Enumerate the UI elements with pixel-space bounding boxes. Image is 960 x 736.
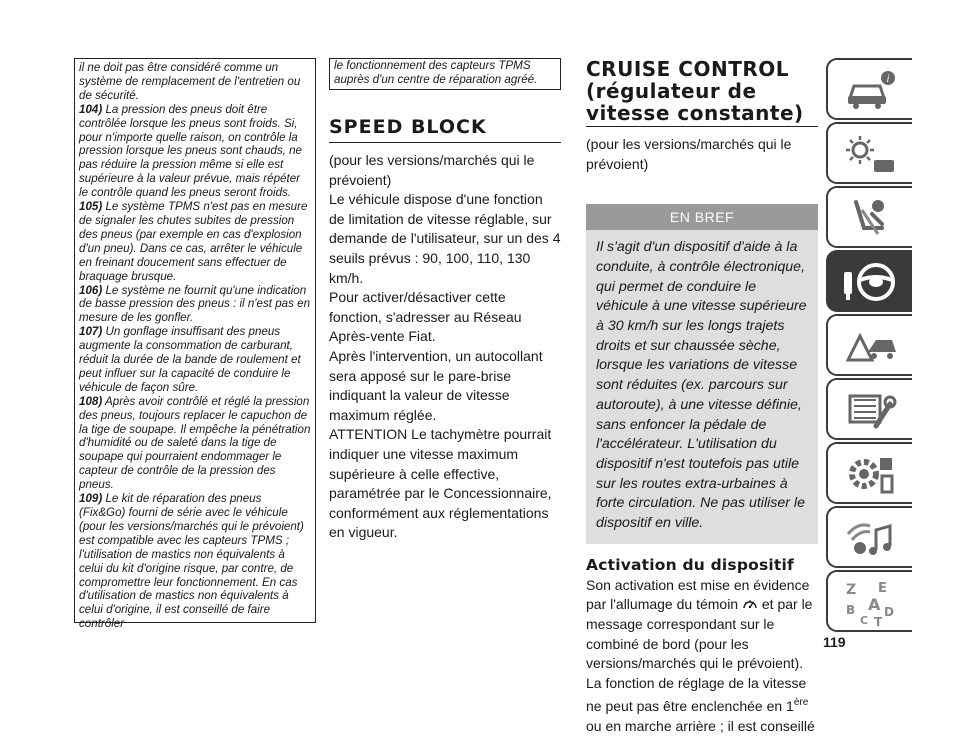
warning-number: 109) <box>79 492 103 506</box>
warning-number: 104) <box>79 102 103 116</box>
warning-text: Après avoir contrôlé et réglé la pression des pneus, toujours replacer le capuchon de la tige de soupape. Il empêche la pénétration d'humidité ou de saleté dans la tige de soupape qui pourraient endommager le capteur de contrôle de la pression des pneus. <box>79 394 311 492</box>
warning-continued-box <box>329 58 561 90</box>
dashboard-lights-icon <box>842 130 898 178</box>
speed-block-p1: (pour les versions/marchés qui le prévoient) <box>329 152 535 188</box>
activation-p1-end: et par le message correspondant sur le combiné de bord (pour les versions/marchés qui le prévoient). <box>586 596 813 672</box>
key-steering-wheel-icon <box>842 258 898 306</box>
warning-number: 107) <box>79 325 103 339</box>
warning-intro: il ne doit pas être considéré comme un système de remplacement de l'entretien ou de sécurité. <box>79 61 301 102</box>
tab-technical-data[interactable] <box>826 442 912 504</box>
activation-p2-end: ou en marche arrière ; il est conseillé <box>586 717 815 734</box>
svg-text:i: i <box>886 74 890 85</box>
technical-data-icon <box>842 450 898 498</box>
svg-text:D: D <box>884 605 894 619</box>
tab-breakdown[interactable] <box>826 314 912 376</box>
svg-text:T: T <box>874 615 883 629</box>
column-left <box>74 58 316 631</box>
activation-p1-start: Son activation est mise en évidence par l'allumage du témoin <box>586 576 810 613</box>
brief-title: EN BREF <box>586 204 818 230</box>
warning-item <box>79 103 311 200</box>
multimedia-icon <box>842 514 898 562</box>
index-letters-icon <box>842 578 898 629</box>
speed-block-p5: ATTENTION Le tachymètre pourrait indiquer une vitesse maximum supérieure à celle effective, paramétrée par le Concessionnaire, conformément aux réglementations en vigueur. <box>329 426 552 541</box>
speed-block-heading: SPEED BLOCK <box>329 116 561 143</box>
car-info-icon <box>842 66 898 114</box>
warning-item <box>79 284 311 326</box>
maintenance-wrench-icon <box>842 386 898 434</box>
speed-block-body <box>329 151 561 543</box>
svg-text:C: C <box>860 614 869 627</box>
warning-text: Un gonflage insuffisant des pneus augmente la consommation de carburant, réduit la durée de la bande de roulement et peut influer sur la capacité de conduire le véhicule de façon sûre. <box>79 325 301 394</box>
seat-airbag-icon <box>842 194 898 242</box>
activation-p1 <box>586 576 818 674</box>
svg-text:A: A <box>868 595 881 614</box>
activation-p2-sup: ère <box>793 697 809 709</box>
warning-item <box>79 200 311 283</box>
svg-text:E: E <box>878 581 887 596</box>
speed-block-p4: Après l'intervention, un autocollant sera apposé sur le pare-brise indiquant la valeur de vitesse maximum réglée. <box>329 347 543 423</box>
svg-text:Z: Z <box>846 582 857 598</box>
page-number: 119 <box>823 634 846 650</box>
warning-item <box>79 395 311 492</box>
tab-car-info[interactable] <box>826 58 912 120</box>
warning-number: 108) <box>79 394 103 408</box>
tab-key-steering-wheel[interactable] <box>826 250 912 312</box>
tab-maintenance[interactable] <box>826 378 912 440</box>
warning-number: 105) <box>79 200 103 214</box>
warning-text: Le système ne fournit qu'une indication de basse pression des pneus : il n'est pas en mesure de les gonfler. <box>79 283 311 325</box>
cruise-control-heading: CRUISE CONTROL (régulateur de vitesse constante) <box>586 58 818 127</box>
warning-item <box>79 325 311 395</box>
warning-continued-text: le fonctionnement des capteurs TPMS auprès d'un centre de réparation agréé. <box>334 59 538 86</box>
warning-text: La pression des pneus doit être contrôlée lorsque les pneus sont froids. Si, pour n'importe quelle raison, on contrôle la pression lorsque les pneus sont chauds, ne pas réduire la pression même si elle est supérieure à la valeur prévue, mais répéter le contrôle quand les pneus seront froids. <box>79 102 302 200</box>
warning-text: Le système TPMS n'est pas en mesure de signaler les chutes subites de pression des pneus (par exemple en cas d'explosion d'un pneu). Dans ce cas, arrêter le véhicule en freinant doucement sans effectuer de braquage brusque. <box>79 200 308 283</box>
warning-text: Le kit de réparation des pneus (Fix&Go) fourni de série avec le véhicule (pour les versions/marchés qui le prévoient) est compatible avec les capteurs TPMS ; l'utilisation de mastics non équivalents à celui du kit d'origine risque, par contre, de compromettre leur fonctionnement. En cas d'utilisation de mastics non équivalents à celui d'origine, il est conseillé de faire contrôler <box>79 492 304 631</box>
tab-multimedia[interactable] <box>826 506 912 568</box>
activation-p2 <box>586 674 818 736</box>
tab-seat-airbag[interactable] <box>826 186 912 248</box>
warnings-box <box>74 58 316 631</box>
activation-heading: Activation du dispositif <box>586 555 794 574</box>
warning-number: 106) <box>79 283 103 297</box>
activation-p2-start: La fonction de réglage de la vitesse ne peut pas être enclenchée en 1 <box>586 674 807 715</box>
brief-text: Il s'agit d'un dispositif d'aide à la conduite, à contrôle électronique, qui permet de conduire le véhicule à une vitesse supérieure à 30 km/h sur les longs trajets droits et sur chaussée sèche, lorsque les variations de vitesse sont réduites (ex. parcours sur autoroute), à une vitesse définie, sans enfoncer la pédale de l'accélérateur. L'utilisation du dispositif n'est toutefois pas utile sur les routes extra-urbaines à forte circulation. Ne pas utiliser le dispositif en ville. <box>586 230 818 544</box>
column-right <box>586 58 818 736</box>
column-middle <box>329 58 561 543</box>
tab-dashboard-lights[interactable] <box>826 122 912 184</box>
warnings-list <box>79 103 311 631</box>
cruise-control-warning-light-icon <box>742 597 758 611</box>
speed-block-p3: Pour activer/désactiver cette fonction, s'adresser au Réseau Après-vente Fiat. <box>329 289 522 345</box>
svg-text:B: B <box>846 603 856 617</box>
breakdown-triangle-icon <box>842 322 898 370</box>
chapter-tabs <box>826 58 912 634</box>
cruise-intro: (pour les versions/marchés qui le prévoient) <box>586 136 792 172</box>
tab-index[interactable] <box>826 570 912 632</box>
speed-block-p2: Le véhicule dispose d'une fonction de limitation de vitesse réglable, sur demande de l'utilisateur, sur un des 4 seuils prévus : 90, 100, 110, 130 km/h. <box>329 191 561 286</box>
warning-item <box>79 492 311 631</box>
